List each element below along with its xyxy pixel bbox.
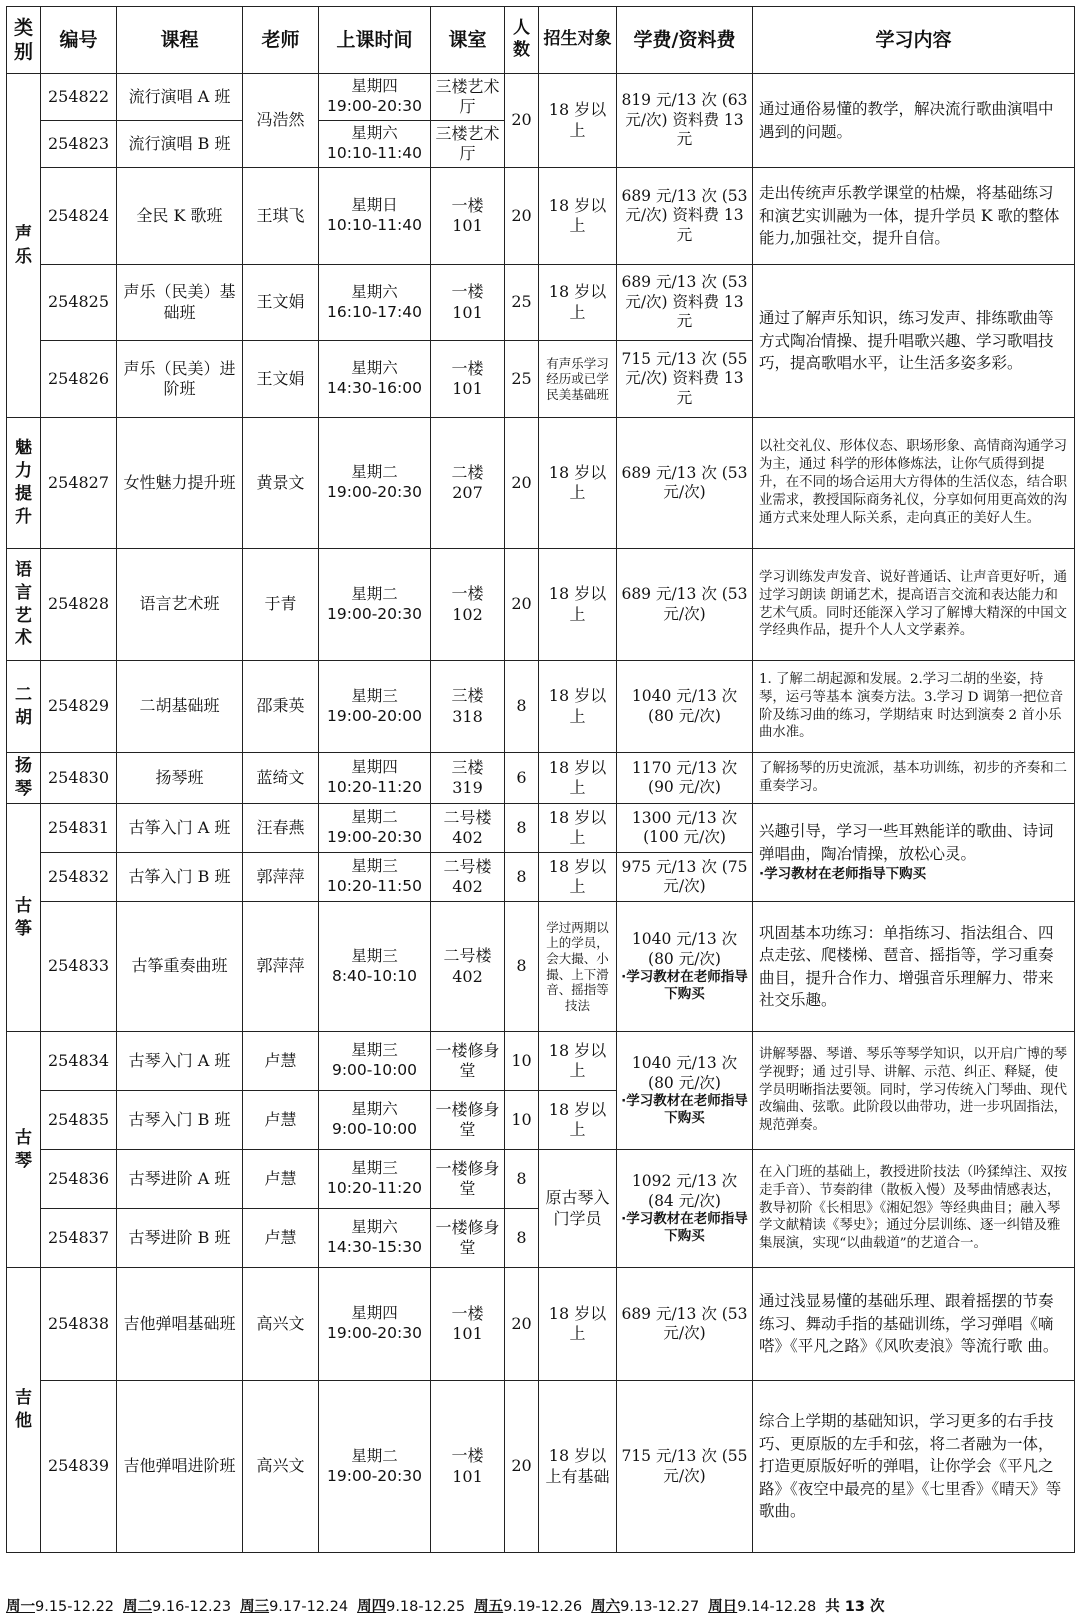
class-time	[319, 265, 431, 341]
category-char: 二	[15, 684, 32, 705]
class-day: 星期六	[351, 1100, 398, 1119]
class-day: 星期三	[351, 1041, 398, 1060]
header-target: 招生对象	[539, 7, 617, 74]
target-students: 18 岁以上	[539, 265, 617, 341]
class-size: 20	[505, 74, 539, 168]
class-day: 星期日	[351, 196, 398, 215]
header-category: 类别	[7, 7, 41, 74]
category-guzheng	[7, 804, 41, 1032]
fee: 715 元/13 次 (55 元/次)	[617, 1381, 753, 1553]
target-students: 18 岁以上	[539, 853, 617, 902]
course-name: 声乐（民美）进阶班	[117, 341, 243, 418]
class-hours: 8:40-10:10	[331, 966, 418, 985]
textbook-note: ·学习教材在老师指导下购买	[621, 969, 748, 1002]
target-students: 18 岁以上	[539, 661, 617, 753]
teacher: 郭萍萍	[243, 853, 319, 902]
class-size: 8	[505, 1150, 539, 1209]
category-char: 声	[15, 223, 32, 244]
class-size: 25	[505, 341, 539, 418]
classroom: 三楼 318	[431, 661, 505, 753]
teacher: 于青	[243, 549, 319, 661]
category-charm	[7, 418, 41, 549]
class-time	[319, 1268, 431, 1381]
footer-thursday	[357, 1595, 465, 1616]
category-char: 古	[15, 1127, 32, 1148]
course-content-text: 兴趣引导，学习一些耳熟能详的歌曲、诗词弹唱曲，陶冶情操，放松心灵。	[759, 822, 1054, 863]
fee: 1300 元/13 次 (100 元/次)	[617, 804, 753, 853]
category-char: 胡	[15, 707, 32, 728]
table-row	[7, 753, 1075, 804]
category-char: 琴	[15, 779, 32, 799]
category-char: 魅	[15, 438, 32, 459]
target-students: 18 岁以上	[539, 1268, 617, 1381]
class-day: 星期六	[351, 282, 398, 301]
class-hours: 10:10-11:40	[327, 144, 422, 162]
category-char: 吉	[15, 1388, 32, 1409]
fee: 689 元/13 次 (53 元/次) 资料费 13 元	[617, 168, 753, 265]
course-name: 古琴进阶 A 班	[117, 1150, 243, 1209]
course-name: 声乐（民美）基础班	[117, 265, 243, 341]
classroom: 三楼艺术厅	[431, 121, 505, 168]
category-char: 言	[15, 582, 32, 603]
teacher: 蓝绮文	[243, 753, 319, 804]
classroom: 一楼 101	[431, 1381, 505, 1553]
footer-date-range: 9.17-12.24	[269, 1598, 349, 1615]
table-row	[7, 74, 1075, 121]
category-guqin	[7, 1032, 41, 1268]
table-row	[7, 168, 1075, 265]
course-name: 流行演唱 B 班	[117, 121, 243, 168]
class-size: 8	[505, 661, 539, 753]
course-id: 254831	[41, 804, 117, 853]
course-name: 古琴入门 B 班	[117, 1091, 243, 1150]
teacher: 卢慧	[243, 1209, 319, 1268]
class-size: 20	[505, 1381, 539, 1553]
footer-day-label: 周六	[591, 1598, 621, 1615]
classroom: 一楼修身堂	[431, 1091, 505, 1150]
fee: 689 元/13 次 (53 元/次) 资料费 13 元	[617, 265, 753, 341]
class-size: 20	[505, 549, 539, 661]
class-day: 星期二	[351, 584, 398, 603]
header-id: 编号	[41, 7, 117, 74]
class-day: 星期六	[351, 1218, 398, 1237]
course-name: 流行演唱 A 班	[117, 74, 243, 121]
fee: 975 元/13 次 (75 元/次)	[617, 853, 753, 902]
footer-date-range: 9.13-12.27	[620, 1598, 700, 1615]
footer-monday	[6, 1595, 114, 1616]
course-content: 巩固基本功练习：单指练习、指法组合、四点走弦、爬楼梯、琶音、摇指等，学习重奏曲目，提升合作力、增强音乐理解力、带来社交乐趣。	[753, 902, 1075, 1032]
fee: 689 元/13 次 (53 元/次)	[617, 549, 753, 661]
teacher: 汪春燕	[243, 804, 319, 853]
class-hours: 19:00-20:00	[327, 706, 422, 725]
footer-date-range: 9.19-12.26	[503, 1598, 583, 1615]
class-time	[319, 418, 431, 549]
class-size: 8	[505, 804, 539, 853]
class-size: 8	[505, 853, 539, 902]
target-students: 原古琴入门学员	[539, 1150, 617, 1268]
class-size: 6	[505, 753, 539, 804]
category-char: 术	[15, 628, 32, 649]
table-row	[7, 1268, 1075, 1381]
teacher: 王文娟	[243, 265, 319, 341]
course-name: 吉他弹唱进阶班	[117, 1381, 243, 1553]
footer-day-label: 周五	[474, 1598, 504, 1615]
class-day: 星期二	[351, 1446, 398, 1465]
class-hours: 19:00-20:30	[327, 483, 422, 501]
class-time	[319, 341, 431, 418]
class-day: 星期三	[351, 1159, 398, 1178]
class-time	[319, 804, 431, 853]
table-row	[7, 549, 1075, 661]
footer-day-label: 周二	[123, 1598, 153, 1615]
header-row	[7, 7, 1075, 74]
classroom: 一楼修身堂	[431, 1209, 505, 1268]
class-size: 8	[505, 1209, 539, 1268]
footer-saturday	[591, 1595, 699, 1616]
footer-date-range: 9.15-12.22	[35, 1598, 115, 1615]
fee: 715 元/13 次 (55 元/次) 资料费 13 元	[617, 341, 753, 418]
course-id: 254830	[41, 753, 117, 804]
teacher: 卢慧	[243, 1091, 319, 1150]
class-hours: 19:00-20:30	[327, 604, 422, 623]
fee: 819 元/13 次 (63 元/次) 资料费 13 元	[617, 74, 753, 168]
target-students: 18 岁以上	[539, 418, 617, 549]
target-students: 有声乐学习经历或已学民美基础班	[539, 341, 617, 418]
category-char: 扬	[15, 756, 32, 777]
class-size: 10	[505, 1091, 539, 1150]
class-hours: 9:00-10:00	[331, 1061, 418, 1079]
course-id: 254834	[41, 1032, 117, 1091]
class-hours: 10:20-11:20	[327, 778, 422, 796]
class-time	[319, 902, 431, 1032]
course-id: 254832	[41, 853, 117, 902]
course-id: 254828	[41, 549, 117, 661]
class-hours: 9:00-10:00	[331, 1120, 418, 1138]
course-content: 通过浅显易懂的基础乐理、跟着摇摆的节奏练习、舞动手指的基础训练，学习弹唱《嘀嗒》《平凡之路》《风吹麦浪》等流行歌 曲。	[753, 1268, 1075, 1381]
class-time	[319, 1032, 431, 1091]
table-row	[7, 1032, 1075, 1091]
category-guitar	[7, 1268, 41, 1553]
class-day: 星期三	[351, 946, 398, 965]
course-content: 1. 了解二胡起源和发展。2.学习二胡的坐姿，持琴，运弓等基本 演奏方法。3.学习 D 调第一把位音阶及练习曲的练习，学期结束 时达到演奏 2 首小乐曲水准。	[753, 661, 1075, 753]
course-id: 254835	[41, 1091, 117, 1150]
footer-tuesday	[123, 1595, 231, 1616]
classroom: 三楼艺术厅	[431, 74, 505, 121]
course-name: 古琴入门 A 班	[117, 1032, 243, 1091]
course-name: 古筝重奏曲班	[117, 902, 243, 1032]
category-char: 力	[15, 461, 32, 482]
course-name: 语言艺术班	[117, 549, 243, 661]
header-teacher: 老师	[243, 7, 319, 74]
target-students: 18 岁以上	[539, 753, 617, 804]
classroom: 三楼 319	[431, 753, 505, 804]
category-char: 他	[15, 1411, 32, 1431]
category-yangqin	[7, 753, 41, 804]
footer-date-range: 9.18-12.25	[386, 1598, 466, 1615]
footer-date-range: 9.14-12.28	[737, 1598, 817, 1615]
table-row	[7, 661, 1075, 753]
footer-sunday	[708, 1595, 816, 1616]
category-char: 筝	[15, 918, 32, 939]
table-row	[7, 902, 1075, 1032]
course-content: 通过了解声乐知识，练习发声、排练歌曲等方式陶冶情操、提升唱歌兴趣、学习歌唱技巧，提高歌唱水平，让生活多姿多彩。	[753, 265, 1075, 418]
teacher: 郭萍萍	[243, 902, 319, 1032]
course-name: 全民 K 歌班	[117, 168, 243, 265]
classroom: 一楼 101	[431, 168, 505, 265]
teacher: 冯浩然	[243, 74, 319, 168]
course-name: 女性魅力提升班	[117, 418, 243, 549]
course-id: 254836	[41, 1150, 117, 1209]
category-char: 提	[15, 484, 32, 504]
textbook-note: ·学习教材在老师指导下购买	[621, 1093, 748, 1126]
teacher: 黄景文	[243, 418, 319, 549]
course-content: 走出传统声乐教学课堂的枯燥，将基础练习和演艺实训融为一体，提升学员 K 歌的整体能力,加强社交，提升自信。	[753, 168, 1075, 265]
class-hours: 16:10-17:40	[327, 302, 422, 321]
category-char: 琴	[15, 1150, 32, 1171]
course-name: 古筝入门 B 班	[117, 853, 243, 902]
target-students: 18 岁以上	[539, 1091, 617, 1150]
header-content: 学习内容	[753, 7, 1075, 74]
course-id: 254824	[41, 168, 117, 265]
textbook-note: ·学习教材在老师指导下购买	[621, 1211, 748, 1244]
category-language	[7, 549, 41, 661]
class-day: 星期三	[351, 857, 398, 876]
target-students: 18 岁以上	[539, 804, 617, 853]
course-id: 254839	[41, 1381, 117, 1553]
course-content: 综合上学期的基础知识，学习更多的右手技巧、更原版的左手和弦，将二者融为一体，打造更原版好听的弹唱，让你学会《平凡之路》《夜空中最亮的星》《七里香》《晴天》等歌曲。	[753, 1381, 1075, 1553]
target-students: 18 岁以上	[539, 1032, 617, 1091]
footer-friday	[474, 1595, 582, 1616]
class-hours: 19:00-20:30	[327, 1466, 422, 1485]
category-char: 语	[15, 559, 32, 580]
classroom: 二号楼 402	[431, 902, 505, 1032]
category-erhu	[7, 661, 41, 753]
fee	[617, 1032, 753, 1150]
class-day: 星期四	[351, 1304, 398, 1323]
footer-date-range: 9.16-12.23	[152, 1598, 232, 1615]
fee: 1170 元/13 次 (90 元/次)	[617, 753, 753, 804]
target-students: 18 岁以上	[539, 549, 617, 661]
class-day: 星期四	[351, 77, 398, 96]
category-char: 升	[15, 506, 32, 527]
course-content: 讲解琴器、琴谱、琴乐等琴学知识，以开启广博的琴学视野；通 过引导、讲解、示范、纠正、释疑，使学员明晰指法要领。同时，学习传统入门琴曲、现代改编曲、弦歌。此阶段以曲带功，进一步巩固指法，规范弹奏。	[753, 1032, 1075, 1150]
header-time: 上课时间	[319, 7, 431, 74]
teacher: 高兴文	[243, 1381, 319, 1553]
course-content: 以社交礼仪、形体仪态、职场形象、高情商沟通学习为主，通过 科学的形体修炼法，让你气质得到提升，在不同的场合运用大方得体的生活仪态，结合职业需求，教授国际商务礼仪，分享如何用更高效的沟通方式来处理人际关系，走向真正的美好人生。	[753, 418, 1075, 549]
header-fee: 学费/资料费	[617, 7, 753, 74]
teacher: 高兴文	[243, 1268, 319, 1381]
class-time	[319, 121, 431, 168]
classroom: 二楼 207	[431, 418, 505, 549]
footer-day-label: 周一	[6, 1598, 35, 1615]
class-size: 10	[505, 1032, 539, 1091]
header-course: 课程	[117, 7, 243, 74]
fee	[617, 1150, 753, 1268]
fee: 1040 元/13 次 (80 元/次)	[617, 661, 753, 753]
class-hours: 10:20-11:50	[327, 877, 422, 895]
teacher: 卢慧	[243, 1032, 319, 1091]
course-name: 古琴进阶 B 班	[117, 1209, 243, 1268]
class-hours: 14:30-16:00	[327, 379, 422, 397]
course-id: 254823	[41, 121, 117, 168]
class-hours: 14:30-15:30	[327, 1238, 422, 1256]
fee: 689 元/13 次 (53 元/次)	[617, 1268, 753, 1381]
footer-total-sessions: 共 13 次	[825, 1598, 885, 1615]
class-size: 25	[505, 265, 539, 341]
header-room: 课室	[431, 7, 505, 74]
course-id: 254838	[41, 1268, 117, 1381]
class-time	[319, 853, 431, 902]
class-size: 20	[505, 168, 539, 265]
course-name: 扬琴班	[117, 753, 243, 804]
course-id: 254827	[41, 418, 117, 549]
teacher: 王琪飞	[243, 168, 319, 265]
footer-day-label: 周日	[708, 1598, 738, 1615]
class-time	[319, 168, 431, 265]
course-content: 通过通俗易懂的教学，解决流行歌曲演唱中遇到的问题。	[753, 74, 1075, 168]
classroom: 二号楼 402	[431, 853, 505, 902]
class-day: 星期二	[351, 463, 398, 482]
category-char: 乐	[15, 246, 32, 267]
course-content: 了解扬琴的历史流派，基本功训练，初步的齐奏和二重奏学习。	[753, 753, 1075, 804]
class-day: 星期四	[351, 758, 398, 777]
class-time	[319, 549, 431, 661]
class-time	[319, 1150, 431, 1209]
category-char: 古	[15, 895, 32, 916]
class-day: 星期六	[351, 124, 398, 143]
course-id: 254822	[41, 74, 117, 121]
fee-text: 1040 元/13 次 (80 元/次)	[631, 930, 738, 968]
course-name: 古筝入门 A 班	[117, 804, 243, 853]
classroom: 一楼 102	[431, 549, 505, 661]
class-time	[319, 1091, 431, 1150]
course-id: 254837	[41, 1209, 117, 1268]
table-row	[7, 265, 1075, 341]
table-row	[7, 1381, 1075, 1553]
course-id: 254825	[41, 265, 117, 341]
teacher: 邵秉英	[243, 661, 319, 753]
classroom: 一楼 101	[431, 1268, 505, 1381]
class-hours: 19:00-20:30	[327, 828, 422, 846]
course-content	[753, 804, 1075, 902]
classroom: 一楼修身堂	[431, 1032, 505, 1091]
class-day: 星期二	[351, 808, 398, 827]
teacher: 王文娟	[243, 341, 319, 418]
teacher: 卢慧	[243, 1150, 319, 1209]
fee	[617, 902, 753, 1032]
course-schedule-table	[6, 6, 1075, 1553]
class-time	[319, 1209, 431, 1268]
class-day: 星期三	[351, 686, 398, 705]
course-name: 吉他弹唱基础班	[117, 1268, 243, 1381]
class-time	[319, 661, 431, 753]
category-char: 艺	[15, 605, 32, 626]
target-students: 18 岁以上有基础	[539, 1381, 617, 1553]
target-students: 18 岁以上	[539, 74, 617, 168]
textbook-note: ·学习教材在老师指导下购买	[759, 866, 927, 883]
class-size: 8	[505, 902, 539, 1032]
class-hours: 19:00-20:30	[327, 1324, 422, 1342]
class-time	[319, 74, 431, 121]
header-size: 人数	[505, 7, 539, 74]
classroom: 一楼 101	[431, 341, 505, 418]
footer-day-label: 周三	[240, 1598, 270, 1615]
table-row	[7, 1150, 1075, 1209]
class-time	[319, 1381, 431, 1553]
target-students: 学过两期以上的学员，会大撮、小撮、上下滑音、摇指等技法	[539, 902, 617, 1032]
fee-text: 1040 元/13 次 (80 元/次)	[631, 1054, 738, 1092]
category-vocal	[7, 74, 41, 418]
classroom: 二号楼 402	[431, 804, 505, 853]
table-row	[7, 804, 1075, 853]
classroom: 一楼 101	[431, 265, 505, 341]
course-id: 254833	[41, 902, 117, 1032]
class-hours: 10:10-11:40	[327, 216, 422, 234]
table-row	[7, 418, 1075, 549]
course-id: 254826	[41, 341, 117, 418]
class-size: 20	[505, 418, 539, 549]
class-size: 20	[505, 1268, 539, 1381]
fee: 689 元/13 次 (53 元/次)	[617, 418, 753, 549]
footer-wednesday	[240, 1595, 348, 1616]
target-students: 18 岁以上	[539, 168, 617, 265]
class-day: 星期六	[351, 359, 398, 378]
class-hours: 19:00-20:30	[327, 97, 422, 115]
classroom: 一楼修身堂	[431, 1150, 505, 1209]
course-content: 在入门班的基础上，教授进阶技法（吟猱绰注、双按走手音）、节奏韵律（散板入慢）及琴曲情感表达，教导初阶《长相思》《湘妃怨》等经典曲目；融入琴学文献精读《琴史》；通过分层训练、逐一纠错及雅集展演，实现“以曲载道”的艺道合一。	[753, 1150, 1075, 1268]
class-hours: 10:20-11:20	[327, 1179, 422, 1197]
footer-day-label: 周四	[357, 1598, 387, 1615]
course-content: 学习训练发声发音、说好普通话、让声音更好听，通过学习朗读 朗诵艺术，提高语言交流和表达能力和艺术气质。同时还能深入学习了解博大精深的中国文学经典作品，提升个人人文学素养。	[753, 549, 1075, 661]
course-name: 二胡基础班	[117, 661, 243, 753]
class-time	[319, 753, 431, 804]
fee-text: 1092 元/13 次 (84 元/次)	[631, 1172, 738, 1210]
term-dates-footer	[6, 1591, 1074, 1619]
course-id: 254829	[41, 661, 117, 753]
